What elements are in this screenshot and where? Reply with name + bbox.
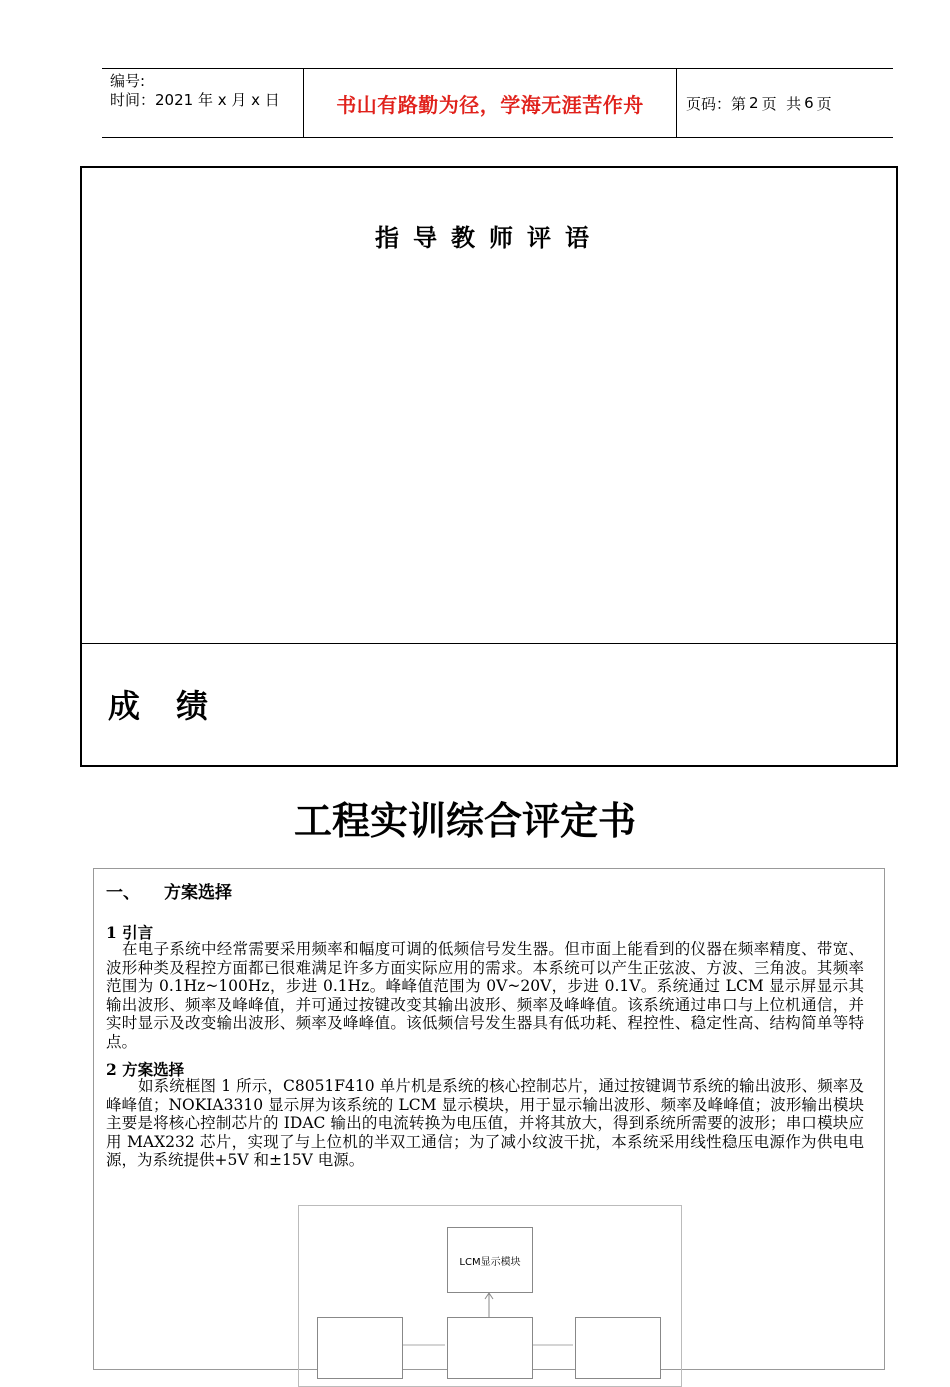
- section-title: 方案选择: [164, 883, 232, 903]
- header-motto: 书山有路勤为径，学海无涯苦作舟: [336, 92, 644, 117]
- header-meta: [110, 72, 300, 110]
- arrow-up-icon: [481, 1291, 497, 1319]
- scheme-paragraph: 如系统框图 1 所示，C8051F410 单片机是系统的核心控制芯片，通过按键调节系统的输出波形、频率及峰峰值；NOKIA3310 显示屏为该系统的 LCM 显示模块，用于显示输出波形、频率及峰峰值；波形输出模块主要是将核心控制芯片的 IDAC 输出的电流转换为电压值，并将其放大，得到系统所需要的波形；串口模块应用 MAX232 芯片，实现了与上位机的半双工通信；为了减小纹波干扰，本系统采用线性稳压电源作为供电电源，为系统提供+5V 和±15V 电源。: [106, 1077, 864, 1169]
- intro-heading: 1 引言: [106, 923, 154, 942]
- header-divider: [676, 69, 677, 137]
- page-mid: 页 共: [761, 94, 802, 113]
- serial-number-label: 编号:: [110, 72, 146, 90]
- arrow-right-icon: [401, 1339, 447, 1351]
- document-title: 工程实训综合评定书: [293, 799, 636, 843]
- page-total: 6: [804, 94, 814, 112]
- mcu-block: [447, 1317, 533, 1379]
- keypad-block: [317, 1317, 403, 1379]
- section-heading: [106, 878, 232, 903]
- lcm-display-block: [447, 1227, 533, 1293]
- date-label: 时间：2021 年 x 月 x 日: [110, 91, 280, 109]
- lcm-display-label: LCM显示模块: [459, 1256, 521, 1268]
- system-block-diagram: [298, 1205, 682, 1387]
- content-box: [93, 868, 885, 1370]
- review-divider: [82, 643, 896, 644]
- teacher-review-box: [80, 166, 898, 767]
- grade-label: 成绩: [108, 687, 245, 725]
- page-current: 2: [749, 94, 759, 112]
- section-number: 一、: [106, 883, 140, 903]
- arrow-right-icon: [531, 1339, 575, 1351]
- page-counter: [686, 69, 832, 137]
- output-block: [575, 1317, 661, 1379]
- page-suffix: 页: [816, 94, 832, 113]
- scheme-heading: 2 方案选择: [106, 1060, 185, 1079]
- teacher-review-title: 指导教师评语: [375, 224, 603, 252]
- page-header: [102, 68, 893, 138]
- intro-paragraph: 在电子系统中经常需要采用频率和幅度可调的低频信号发生器。但市面上能看到的仪器在频率精度、带宽、波形种类及程控方面都已很难满足许多方面实际应用的需求。本系统可以产生正弦波、方波、三角波。其频率范围为 0.1Hz~100Hz，步进 0.1Hz。峰峰值范围为 0V~20V，步进 0.1V。系统通过 LCM 显示屏显示其输出波形、频率及峰峰值，并可通过按键改变其输出波形、频率及峰峰值。该系统通过串口与上位机通信，并实时显示及改变输出波形、频率及峰峰值。该低频信号发生器具有低功耗、程控性、稳定性高、结构简单等特点。: [106, 940, 864, 1051]
- page-prefix: 页码：第: [686, 94, 747, 113]
